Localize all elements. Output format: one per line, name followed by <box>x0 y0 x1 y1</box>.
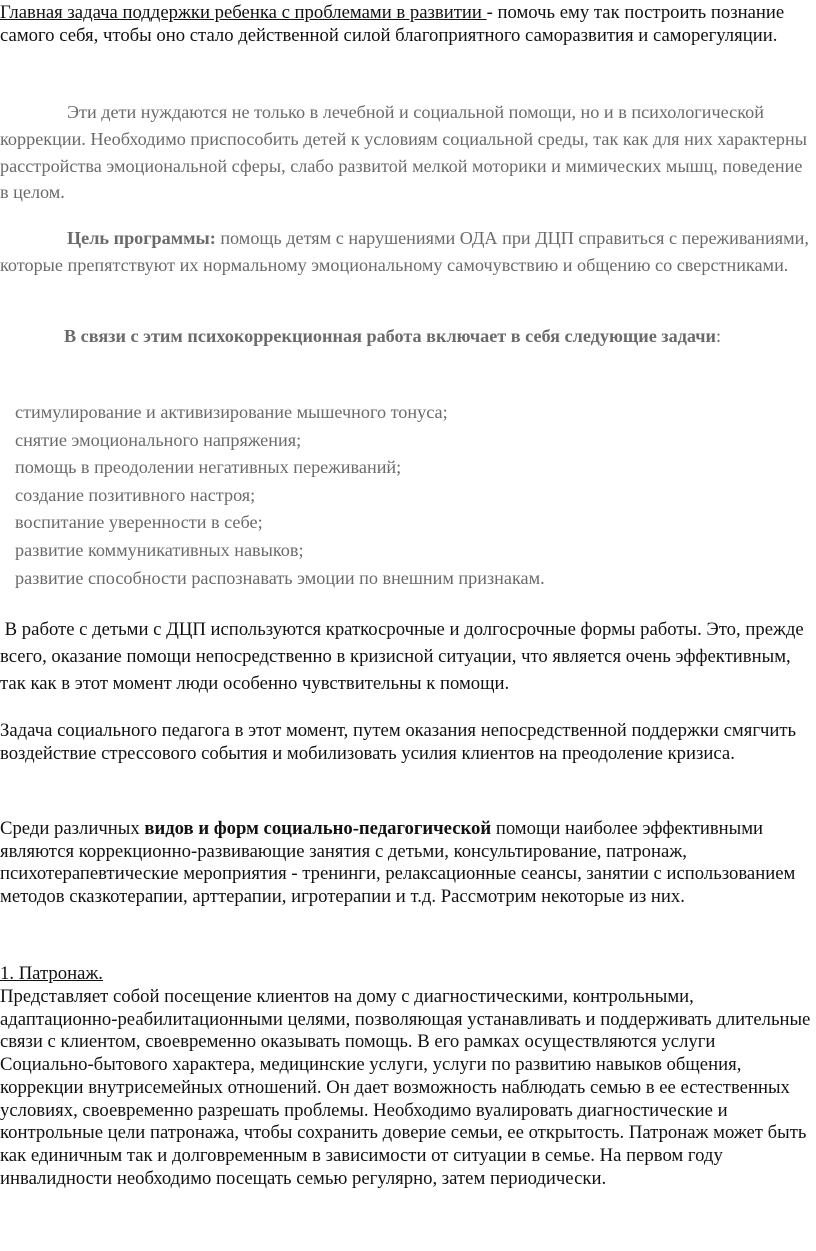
forms-after: помощи наиболее эффективными являются коррекционно-развивающие занятия с детьми, консультирование, патронаж, психотерапевтические мероприятия - тренинги, релаксационные сеансы, занятии с использованием методов сказкотерапии, арттерапии, игротерапии и т.д. Рассмотрим некоторые из них. <box>0 818 796 908</box>
goal-paragraph <box>0 225 814 279</box>
goal-label: Цель программы: <box>67 228 216 248</box>
forms-before: Среди различных <box>0 818 145 839</box>
forms-bold: видов и форм социально-педагогической <box>144 818 492 839</box>
intro-rest-text: - помочь ему так построить познание самого себя, чтобы оно стало действенной силой благоприятного саморазвития и саморегуляции. <box>0 2 785 46</box>
goal-text: помощь детям с нарушениями ОДА при ДЦП справиться с переживаниями, которые препятствуют их нормальному эмоциональному самочувствию и общению со сверстниками. <box>0 228 809 275</box>
tasks-heading-bold: В связи с этим психокоррекционная работа включает в себя следующие задачи <box>64 326 717 346</box>
tasks-heading-tail: : <box>716 326 722 346</box>
task-item: создание позитивного настроя; <box>15 484 256 505</box>
task-item: развитие способности распознавать эмоции по внешним признакам. <box>15 567 545 588</box>
tasks-list <box>0 399 545 592</box>
tasks-heading <box>0 323 800 350</box>
intro-paragraph <box>0 2 812 47</box>
needs-paragraph: Эти дети нуждаются не только в лечебной и социальной помощи, но и в психологической коррекции. Необходимо приспособить детей к условиям социальной среды, так как для них характерны расстройства эмоциональной сферы, слабо развитой мелкой моторики и мимических мышц, поведение в целом. <box>0 102 807 203</box>
work-forms-paragraph: В работе с детьми с ДЦП используются краткосрочные и долгосрочные формы работы. Это, прежде всего, оказание помощи непосредственно в кризисной ситуации, что является очень эффективным, так как в этот момент люди особенно чувствительны к помощи. <box>0 619 809 694</box>
task-item: снятие эмоционального напряжения; <box>15 429 302 450</box>
forms-paragraph <box>0 818 812 909</box>
intro-underlined-text: Главная задача поддержки ребенка с проблемами в развитии <box>0 2 487 23</box>
task-item: стимулирование и активизирование мышечного тонуса; <box>15 402 448 422</box>
patronage-paragraph: Представляет собой посещение клиентов на дому с диагностическими, контрольными, адаптационно-реабилитационными целями, позволяющая устанавливать и поддерживать длительные связи с клиентом, своевременно оказывать помощь. В его рамках осуществляются услуги Социально-бытового характера, медицинские услуги, услуги по развитию навыков общения, коррекции внутрисемейных отношений. Он дает возможность наблюдать семью в ее естественных условиях, своевременно разрешать проблемы. Необходимо вуалировать диагностические и контрольные цели патронажа, чтобы сохранить доверие семьи, ее открытость. Патронаж может быть как единичным так и долговременным в зависимости от ситуации в семье. На первом году инвалидности необходимо посещать семью регулярно, затем периодически. <box>0 986 811 1189</box>
social-pedagogue-paragraph: Задача социального педагога в этот момент, путем оказания непосредственной поддержки смягчить воздействие стрессового события и мобилизовать усилия клиентов на преодоление кризиса. <box>0 720 797 764</box>
task-item: помощь в преодолении негативных переживаний; <box>15 457 402 478</box>
task-item: развитие коммуникативных навыков; <box>15 539 304 560</box>
patronage-heading: 1. Патронаж. <box>0 963 103 984</box>
task-item: воспитание уверенности в себе; <box>15 512 263 533</box>
